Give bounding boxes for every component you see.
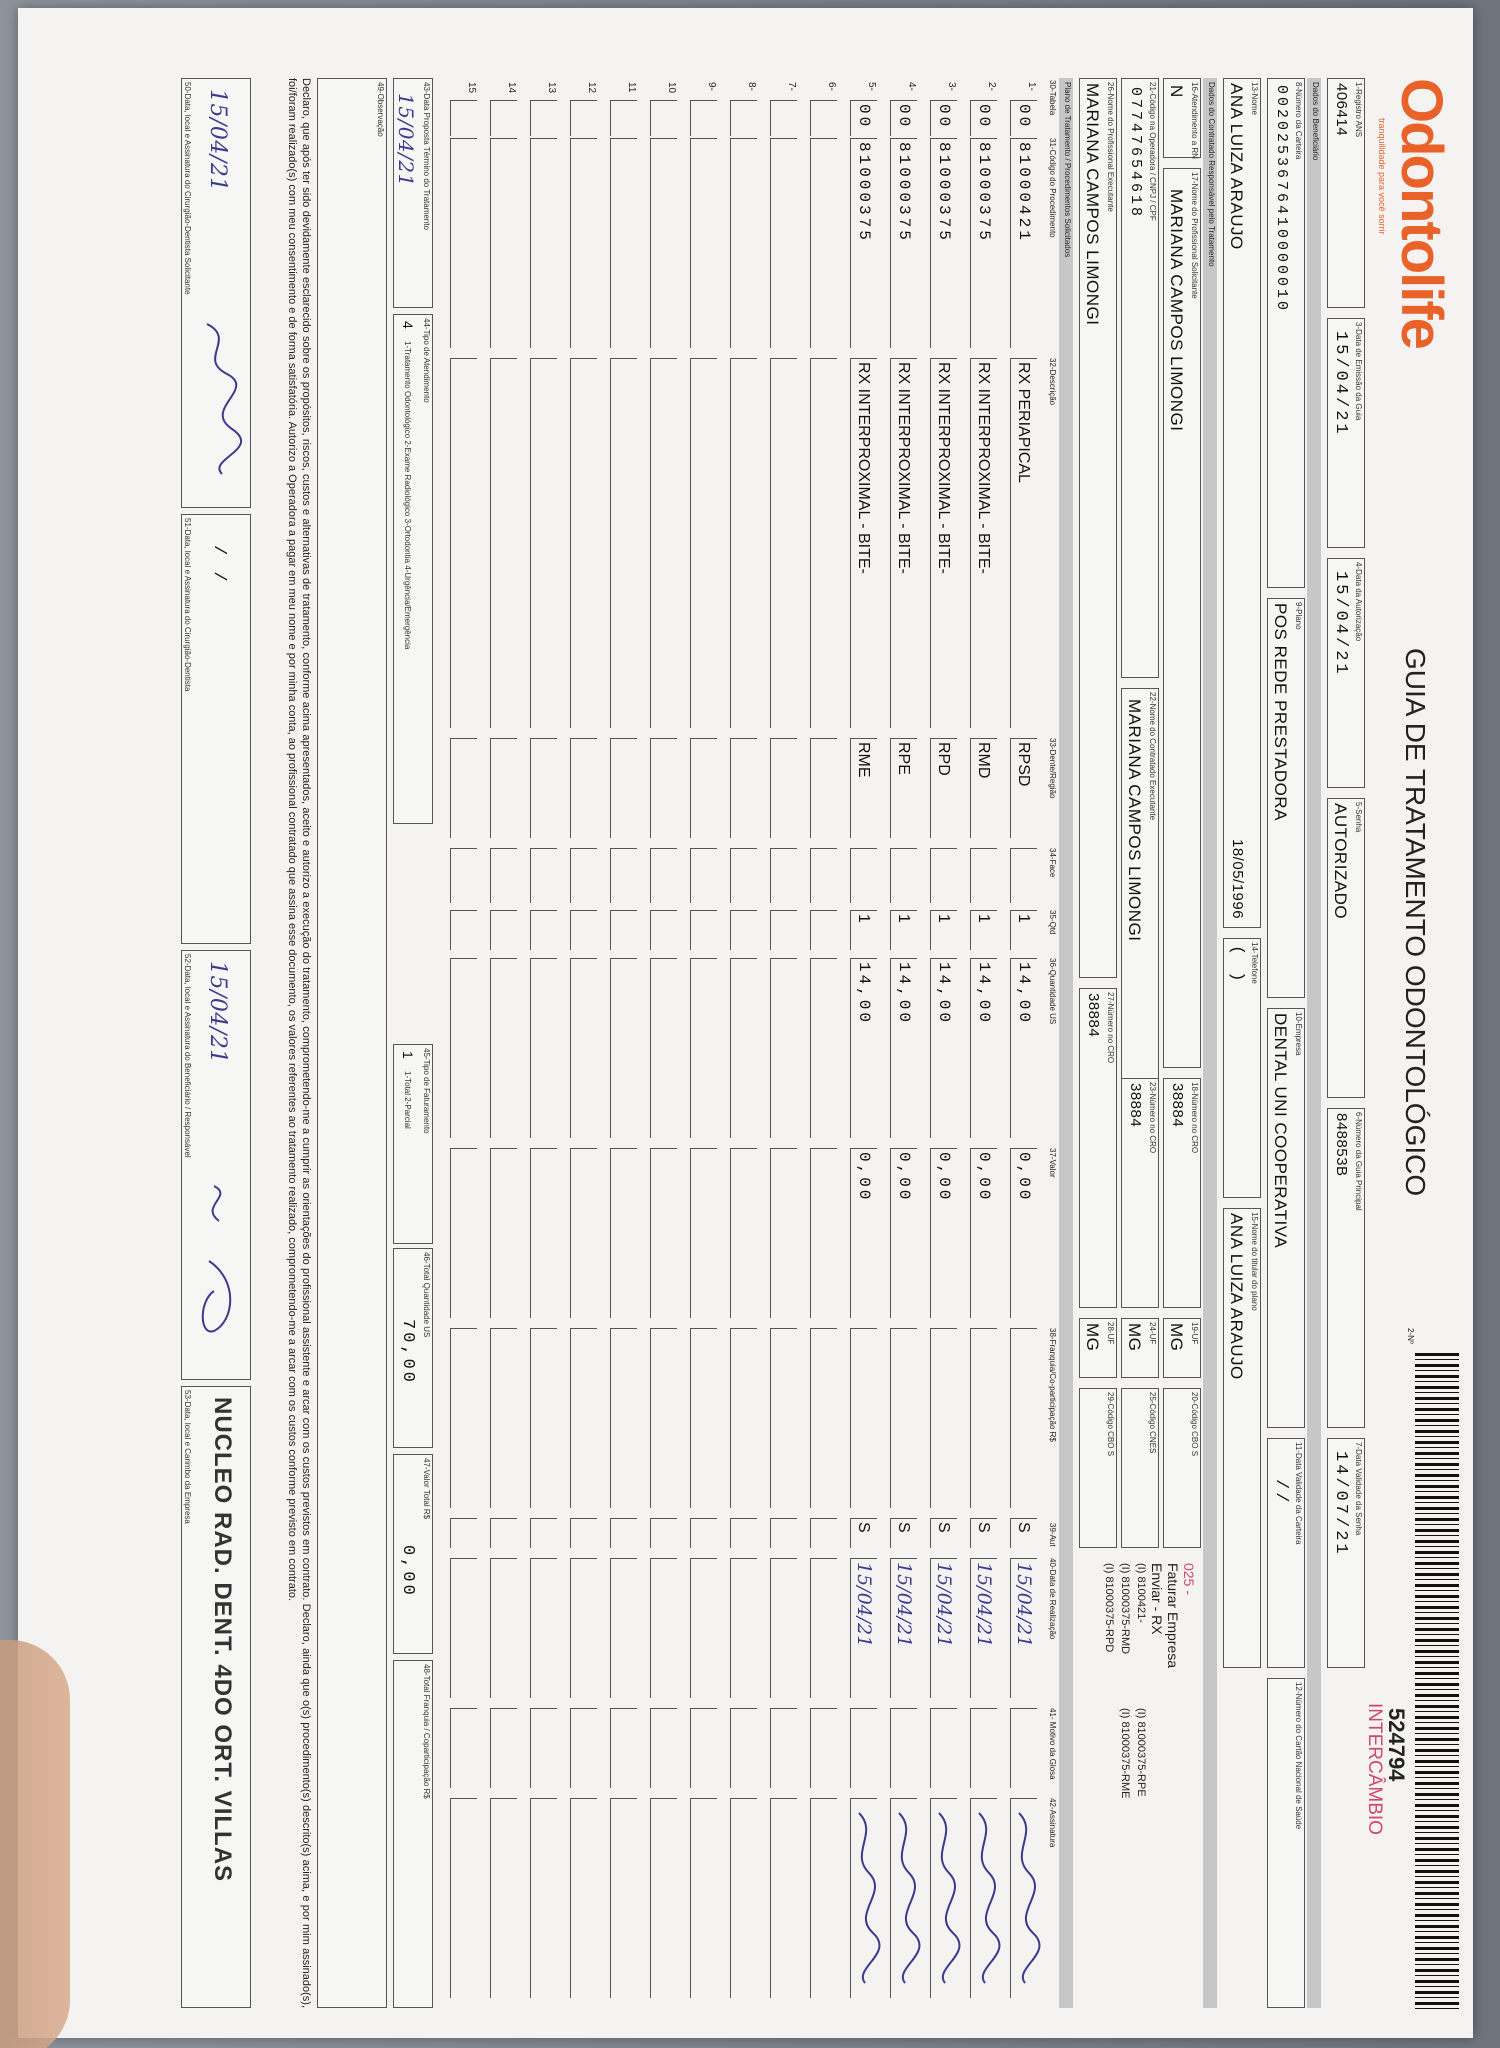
table-row — [881, 78, 921, 2008]
cell-dente: RPSD — [1010, 738, 1037, 838]
row-number: 13 — [546, 82, 557, 94]
cell-codigo — [490, 138, 517, 348]
cell-valor — [530, 1148, 557, 1318]
cell-data: 15/04/21 — [850, 1558, 877, 1698]
cell-us — [610, 958, 637, 1138]
cell-aut: S — [930, 1518, 957, 1548]
cell-face — [970, 848, 997, 903]
cell-descricao — [450, 358, 477, 728]
cell-aut: S — [970, 1518, 997, 1548]
cell-us — [650, 958, 677, 1138]
uf1-box: 19-UF MG — [1163, 1318, 1201, 1378]
cell-us — [810, 958, 837, 1138]
cell-franquia — [890, 1328, 917, 1508]
plan-box: 9-Plano POS REDE PRESTADORA — [1267, 598, 1305, 998]
cell-face — [730, 848, 757, 903]
cell-descricao — [770, 358, 797, 728]
cell-tabela — [730, 100, 757, 136]
cell-dente — [490, 738, 517, 838]
name-box: 13-Nome ANA LUIZA ARAUJO 18/05/1996 — [1223, 78, 1261, 928]
cell-data: 15/04/21 — [930, 1558, 957, 1698]
row-number: 11 — [626, 82, 637, 93]
cell-assinatura — [490, 1798, 517, 1998]
cell-assinatura — [730, 1798, 757, 1998]
cell-us: 14,00 — [850, 958, 877, 1138]
cell-tabela — [530, 100, 557, 136]
logo-tagline: tranquilidade para você sorrir — [1377, 118, 1387, 235]
cell-aut — [490, 1518, 517, 1548]
cnes-box: 25-Código CNES — [1121, 1388, 1159, 1548]
cell-dente: RPD — [930, 738, 957, 838]
cell-dente — [730, 738, 757, 838]
cell-glosa — [490, 1708, 517, 1788]
cell-data: 15/04/21 — [890, 1558, 917, 1698]
cell-face — [890, 848, 917, 903]
cell-franquia — [490, 1328, 517, 1508]
cell-codigo — [690, 138, 717, 348]
section-contracted: Dados do Contratado Responsável pelo Tratamento — [1203, 78, 1217, 2008]
sig50-box: 50-Data, local e Assinatura do Cirurgião-Dentista Solicitante 15/04/21 — [181, 78, 251, 508]
uf3-box: 28-UF MG — [1079, 1318, 1117, 1378]
cell-tabela — [610, 100, 637, 136]
cell-valor: 0,00 — [890, 1148, 917, 1318]
cell-assinatura — [650, 1798, 677, 1998]
uf2-box: 24-UF MG — [1121, 1318, 1159, 1378]
cell-qtd — [490, 910, 517, 950]
cell-codigo — [810, 138, 837, 348]
cell-glosa — [890, 1708, 917, 1788]
cell-data — [810, 1558, 837, 1698]
cell-qtd — [730, 910, 757, 950]
cell-aut — [530, 1518, 557, 1548]
cro2-box: 23-Número no CRO 38884 — [1121, 1078, 1159, 1308]
cell-descricao — [730, 358, 757, 728]
cell-aut — [450, 1518, 477, 1548]
signature-dentist — [192, 319, 242, 479]
cell-data — [690, 1558, 717, 1698]
cell-us: 14,00 — [890, 958, 917, 1138]
table-row — [1001, 78, 1041, 2008]
table-row — [521, 78, 561, 2008]
table-row — [561, 78, 601, 2008]
row-signature — [1007, 1808, 1041, 1988]
sig51-box: 51-Data, local e Assinatura do Cirurgião-Dentista / / — [181, 514, 251, 944]
requesting-box: 17-Nome do Profissional Solicitante MARIANA CAMPOS LIMONGI — [1163, 168, 1201, 1068]
signature-beneficiary — [194, 1181, 244, 1361]
row-number: 15 — [466, 82, 477, 94]
cell-codigo — [450, 138, 477, 348]
cell-descricao: RX INTERPROXIMAL - BITE- — [930, 358, 957, 728]
cell-dente — [650, 738, 677, 838]
cell-face — [490, 848, 517, 903]
cell-valor: 0,00 — [930, 1148, 957, 1318]
total-value-box: 47-Valor Total R$ 0,00 — [393, 1454, 433, 1654]
cell-aut: S — [1010, 1518, 1037, 1548]
cell-dente: RME — [850, 738, 877, 838]
cell-dente — [810, 738, 837, 838]
cell-descricao: RX PERIAPICAL — [1010, 358, 1037, 728]
cell-qtd — [610, 910, 637, 950]
cell-glosa — [770, 1708, 797, 1788]
cell-valor — [610, 1148, 637, 1318]
cell-codigo: 81000375 — [930, 138, 957, 348]
cell-aut — [690, 1518, 717, 1548]
dental-treatment-form — [18, 8, 1473, 2038]
cell-face — [1010, 848, 1037, 903]
op-code-box: 21-Código na Operadora / CNPJ / CPF 07747654618 — [1121, 78, 1159, 678]
cell-us: 14,00 — [970, 958, 997, 1138]
cell-data — [450, 1558, 477, 1698]
cell-face — [610, 848, 637, 903]
proposal-box: 43-Data Proposta Término do Tratamento 15/04/21 — [393, 78, 433, 308]
cell-data — [490, 1558, 517, 1698]
cell-aut — [610, 1518, 637, 1548]
section-plan: Plano de Tratamento / Procedimentos Solicitados — [1059, 78, 1073, 2008]
cell-us — [530, 958, 557, 1138]
cell-descricao — [530, 358, 557, 728]
auth-date-box: 4-Data da Autorização 15/04/21 — [1327, 558, 1365, 788]
cell-face — [450, 848, 477, 903]
cell-qtd — [450, 910, 477, 950]
cell-qtd — [770, 910, 797, 950]
cell-codigo: 81000421 — [1010, 138, 1037, 348]
cell-franquia — [530, 1328, 557, 1508]
billing-type-box: 45-Tipo de Faturamento 1 1-Total 2-Parcial — [393, 1044, 433, 1244]
cro1-box: 18-Número no CRO 38884 — [1163, 1078, 1201, 1308]
cell-dente: RPE — [890, 738, 917, 838]
row-number: 2- — [986, 82, 997, 91]
cell-franquia — [770, 1328, 797, 1508]
row-signature — [847, 1808, 881, 1988]
sig52-box: 52-Data, local e Assinatura do Beneficiário / Responsável 15/04/21 — [181, 950, 251, 1380]
cell-aut — [770, 1518, 797, 1548]
cell-face — [690, 848, 717, 903]
cell-data: 15/04/21 — [970, 1558, 997, 1698]
row-signature — [887, 1808, 921, 1988]
cell-descricao — [490, 358, 517, 728]
table-row — [601, 78, 641, 2008]
table-header: 30-Tabela 31-Código do Procedimento 32-Descrição 33-Dente/Região 34-Face 35-Qtd 36-Quantidade US 37-Valor 38-Franquia/Co-participação R$ 39-Aut 40-Data de Realização 41- Motivo da Glosa 42-Assinatura — [1048, 80, 1057, 1848]
cell-codigo — [570, 138, 597, 348]
cell-us: 14,00 — [930, 958, 957, 1138]
cell-franquia — [930, 1328, 957, 1508]
cro3-box: 27-Número no CRO 38884 — [1079, 988, 1117, 1308]
row-number: 7- — [786, 82, 797, 91]
cell-tabela: 00 — [930, 100, 957, 136]
card-number-box: 8-Número da Carteira 0020253676410000010 — [1267, 78, 1305, 588]
cell-qtd — [690, 910, 717, 950]
ans-box: 1-Registro ANS 406414 — [1327, 78, 1365, 308]
cell-glosa — [730, 1708, 757, 1788]
cell-franquia — [570, 1328, 597, 1508]
cell-glosa — [450, 1708, 477, 1788]
cell-tabela: 00 — [890, 100, 917, 136]
cell-descricao: RX INTERPROXIMAL - BITE- — [850, 358, 877, 728]
declaration-text: Declaro, que após ter sido devidamente esclarecido sobre os propósitos, riscos, custos e alternativas de tratamento, conforme acima apresentados, aceito e autorizo a execução do tratamento, comprometendo-me a cumprir as orientações do profissional assistente e arcar com os custos previstos em contrato. Declaro, ainda que o(s) procedimento(s) descrito(s) acima, e por mim assinado(s), foi/foram realizado(s) com meu consentimento e de forma satisfatória. Autorizo a Operadora a pagar em meu nome e por minha conta, ao profissional contratado que assina esse documento, os valores referentes ao tratamento realizado, comprometendo-me a arcar com os custos conforme previsto em contrato. — [286, 78, 312, 2008]
cell-qtd — [570, 910, 597, 950]
cell-tabela: 00 — [1010, 100, 1037, 136]
cell-tabela — [650, 100, 677, 136]
total-us-box: 46-Total Quantidade US 70,00 — [393, 1248, 433, 1448]
cell-us — [490, 958, 517, 1138]
row-number: 8- — [746, 82, 757, 91]
cell-tabela — [450, 100, 477, 136]
cell-qtd — [810, 910, 837, 950]
side-notes: 025 - Faturar Empresa Enviar - RX (I) 8100421- (I) 81000375-RMD (I) 81000375-RPD — [1103, 1563, 1197, 1669]
row-number: 10 — [666, 82, 677, 94]
cell-assinatura — [770, 1798, 797, 1998]
cell-descricao: RX INTERPROXIMAL - BITE- — [890, 358, 917, 728]
section-beneficiary: Dados do Beneficiário — [1307, 78, 1321, 2008]
cell-descricao — [650, 358, 677, 728]
cell-franquia — [690, 1328, 717, 1508]
cell-valor: 0,00 — [850, 1148, 877, 1318]
cell-tabela: 00 — [850, 100, 877, 136]
cell-assinatura — [570, 1798, 597, 1998]
cell-face — [570, 848, 597, 903]
cell-valor — [650, 1148, 677, 1318]
cell-qtd — [650, 910, 677, 950]
cell-us — [690, 958, 717, 1138]
cell-valor — [490, 1148, 517, 1318]
total-franchise-box: 48-Total Franquia / Coparticipação R$ — [393, 1660, 433, 2008]
cell-face — [930, 848, 957, 903]
table-row — [481, 78, 521, 2008]
cell-tabela — [690, 100, 717, 136]
cell-assinatura — [530, 1798, 557, 1998]
cell-glosa — [930, 1708, 957, 1788]
company-box: 10-Empresa DENTAL UNI COOPERATIVA — [1267, 1008, 1305, 1428]
cell-qtd: 1 — [1010, 910, 1037, 950]
table-row — [761, 78, 801, 2008]
paper-sheet — [18, 8, 1473, 2038]
row-number: 12 — [586, 82, 597, 94]
contracted-box: 22-Nome do Contratado Executante MARIANA CAMPOS LIMONGI — [1121, 688, 1159, 1298]
row-number: 1- — [1026, 82, 1037, 91]
cell-qtd: 1 — [890, 910, 917, 950]
cell-valor: 0,00 — [1010, 1148, 1037, 1318]
table-row — [921, 78, 961, 2008]
cell-us — [570, 958, 597, 1138]
table-row — [441, 78, 481, 2008]
cell-glosa — [650, 1708, 677, 1788]
finger-shadow — [0, 1640, 70, 2048]
cell-glosa — [810, 1708, 837, 1788]
cell-glosa — [530, 1708, 557, 1788]
cell-data — [770, 1558, 797, 1698]
cell-aut — [810, 1518, 837, 1548]
cell-franquia — [610, 1328, 637, 1508]
guide-number-label: 2-Nº — [1406, 1328, 1415, 1344]
cell-codigo — [610, 138, 637, 348]
page-title: GUIA DE TRATAMENTO ODONTOLÓGICO — [1400, 648, 1431, 1197]
cell-glosa — [570, 1708, 597, 1788]
cell-data — [730, 1558, 757, 1698]
cell-tabela — [570, 100, 597, 136]
cell-us — [730, 958, 757, 1138]
cell-valor — [770, 1148, 797, 1318]
observation-box: 49-Observação — [317, 78, 387, 2008]
password-box: 5-Senha AUTORIZADO — [1327, 798, 1365, 1098]
cell-franquia — [1010, 1328, 1037, 1508]
cell-face — [850, 848, 877, 903]
executor-box: 26-Nome do Profissional Executante MARIANA CAMPOS LIMONGI — [1079, 78, 1117, 978]
cell-glosa — [970, 1708, 997, 1788]
cell-codigo: 81000375 — [970, 138, 997, 348]
cell-assinatura — [810, 1798, 837, 1998]
cell-face — [530, 848, 557, 903]
cell-aut: S — [850, 1518, 877, 1548]
side-notes-right: (I) 81000375-RPE (I) 81000375-RME — [1119, 1708, 1147, 1799]
table-row — [641, 78, 681, 2008]
cell-codigo — [730, 138, 757, 348]
cell-codigo — [530, 138, 557, 348]
cbo1-box: 20-Código CBO S — [1163, 1388, 1201, 1548]
cell-valor — [450, 1148, 477, 1318]
row-number: 3- — [946, 82, 957, 91]
sig53-box: 53-Data, local e Carimbo da Empresa NUCLEO RAD. DENT. 4DO ORT. VILLAS — [181, 1386, 251, 2008]
cell-tabela: 00 — [970, 100, 997, 136]
cell-assinatura — [450, 1798, 477, 1998]
cell-valor — [570, 1148, 597, 1318]
cell-franquia — [850, 1328, 877, 1508]
logo: Odontolife — [1389, 78, 1454, 348]
procedure-table — [441, 78, 1041, 2008]
cell-dente: RMD — [970, 738, 997, 838]
cell-aut — [730, 1518, 757, 1548]
cell-qtd: 1 — [930, 910, 957, 950]
cell-descricao: RX INTERPROXIMAL - BITE- — [970, 358, 997, 728]
phone-box: 14-Telefone ( ) — [1223, 938, 1261, 1198]
cell-descricao — [570, 358, 597, 728]
cell-descricao — [610, 358, 637, 728]
rn-box: 16-Atendimento a RN N — [1163, 78, 1201, 158]
cell-dente — [570, 738, 597, 838]
cell-face — [770, 848, 797, 903]
cell-franquia — [730, 1328, 757, 1508]
table-row — [841, 78, 881, 2008]
row-number: 6- — [826, 82, 837, 91]
table-row — [961, 78, 1001, 2008]
cell-data — [650, 1558, 677, 1698]
holder-box: 15-Nome do titular do plano ANA LUIZA ARAUJO — [1223, 1208, 1261, 1668]
cell-face — [650, 848, 677, 903]
table-row — [681, 78, 721, 2008]
row-number: 4- — [906, 82, 917, 91]
row-number: 9- — [706, 82, 717, 91]
cell-franquia — [450, 1328, 477, 1508]
cell-descricao — [810, 358, 837, 728]
cell-assinatura — [690, 1798, 717, 1998]
cell-data — [530, 1558, 557, 1698]
company-stamp: NUCLEO RAD. DENT. 4DO ORT. VILLAS — [209, 1397, 236, 1883]
cell-glosa — [610, 1708, 637, 1788]
cbo3-box: 29-Código CBO S — [1079, 1388, 1117, 1548]
cell-aut — [570, 1518, 597, 1548]
cns-box: 12-Número do Cartão Nacional de Saúde — [1267, 1678, 1305, 2008]
cell-franquia — [970, 1328, 997, 1508]
cell-tabela — [490, 100, 517, 136]
cell-aut — [650, 1518, 677, 1548]
cell-qtd: 1 — [850, 910, 877, 950]
cell-franquia — [810, 1328, 837, 1508]
cell-data — [570, 1558, 597, 1698]
guide-number: 524794 — [1384, 1708, 1409, 1782]
cell-codigo: 81000375 — [850, 138, 877, 348]
cell-glosa — [850, 1708, 877, 1788]
cell-data: 15/04/21 — [1010, 1558, 1037, 1698]
card-validity-box: 11-Data Validade da Carteira // — [1267, 1438, 1305, 1668]
cell-us — [770, 958, 797, 1138]
row-signature — [927, 1808, 961, 1988]
cell-tabela — [810, 100, 837, 136]
cell-codigo — [650, 138, 677, 348]
cell-valor — [810, 1148, 837, 1318]
issue-date-box: 3-Data de Emissão da Guia 15/04/21 — [1327, 318, 1365, 548]
cell-descricao — [690, 358, 717, 728]
cell-data — [610, 1558, 637, 1698]
table-row — [721, 78, 761, 2008]
cell-codigo: 81000375 — [890, 138, 917, 348]
cell-aut: S — [890, 1518, 917, 1548]
cell-assinatura — [610, 1798, 637, 1998]
row-signature — [967, 1808, 1001, 1988]
cell-face — [810, 848, 837, 903]
barcode — [1415, 1353, 1459, 2013]
cell-qtd: 1 — [970, 910, 997, 950]
cell-dente — [450, 738, 477, 838]
cell-dente — [530, 738, 557, 838]
cell-dente — [770, 738, 797, 838]
cell-tabela — [770, 100, 797, 136]
intercambio-badge: INTERCÂMBIO — [1364, 1703, 1385, 1835]
table-row — [801, 78, 841, 2008]
cell-us — [450, 958, 477, 1138]
row-number: 5- — [866, 82, 877, 91]
cell-codigo — [770, 138, 797, 348]
main-guide-box: 6-Número da Guia Principal 848853B — [1327, 1108, 1365, 1428]
cell-valor — [730, 1148, 757, 1318]
cell-valor — [690, 1148, 717, 1318]
cell-glosa — [690, 1708, 717, 1788]
cell-valor: 0,00 — [970, 1148, 997, 1318]
attendance-type-box: 44-Tipo de Atendimento 4 1-Tratamento Odontológico 2-Exame Radiológico 3-Ortodontia 4-Urgência/Emergência — [393, 314, 433, 824]
cell-dente — [610, 738, 637, 838]
cell-qtd — [530, 910, 557, 950]
cell-glosa — [1010, 1708, 1037, 1788]
birth-date: 18/05/1996 — [1229, 839, 1246, 920]
pw-validity-box: 7-Data Validade da Senha 14/07/21 — [1327, 1438, 1365, 1668]
cell-franquia — [650, 1328, 677, 1508]
cell-us: 14,00 — [1010, 958, 1037, 1138]
cell-dente — [690, 738, 717, 838]
row-number: 14 — [506, 82, 517, 94]
